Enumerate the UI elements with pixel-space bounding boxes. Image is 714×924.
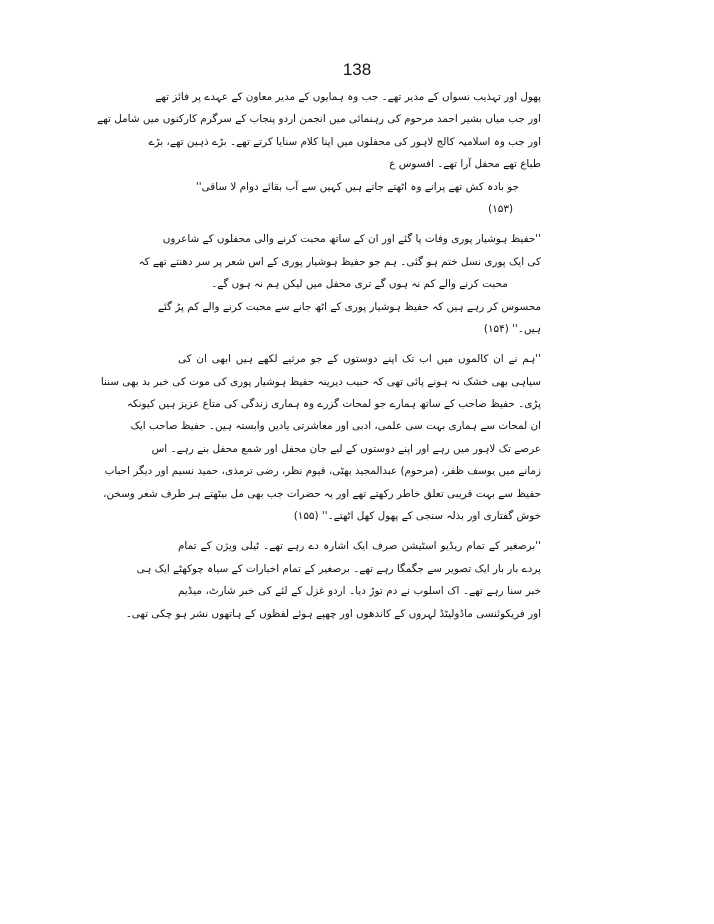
text-line: اور جب میاں بشیر احمد مرحوم کی رہنمائی میں انجمن اردو پنجاب کے سرگرم کارکنوں میں شامل تھے <box>97 113 541 126</box>
text-line: محبت کرنے والے کم نہ ہوں گے تری محفل میں لیکن ہم نہ ہوں گے۔ <box>211 278 508 291</box>
text-line: زمانے میں یوسف ظفر، (مرحوم) عبدالمجید بھٹی، قیوم نظر، رضی ترمذی، حمید نسیم اور دیگر احباب <box>104 465 541 478</box>
text-line: اور جب وہ اسلامیہ کالج لاہور کی محفلوں میں اپنا کلام سنایا کرتے تھے۔ بڑے ذہین تھے، بڑے <box>148 135 541 148</box>
text-line: پردے بار بار ایک تصویر سے جگمگا رہے تھے۔ برصغیر کے تمام اخبارات کے سیاہ چوکھٹے ایک ہی <box>136 562 541 575</box>
text-line: طباع تھے محفل آرا تھے۔ افسوس ع <box>389 158 541 171</box>
text-line: جو بادہ کش تھے پرانے وہ اٹھتے جاتے ہیں کہیں سے آب بقائے دوام لا ساقی'' <box>195 180 519 193</box>
text-line: خبر سنا رہے تھے۔ اک اسلوب نے دم توڑ دیا۔ اردو غزل کے لئے کی خبر شارٹ، میڈیم <box>178 585 541 598</box>
text-line: ''برصغیر کے تمام ریڈیو اسٹیشن صرف ایک اشارہ دے رہے تھے۔ ٹیلی ویژن کے تمام <box>178 540 541 553</box>
text-line: حفیظ سے بہت قریبی تعلق خاطر رکھتے تھے اور یہ حضرات جب بھی مل بیٹھتے ہر طرف شعر وسخن، <box>103 487 541 500</box>
text-line: اور فریکوئنسی ماڈولیٹڈ لہروں کے کاندھوں اور چھپے ہوئے لفظوں کے ہاتھوں نشر ہو چکی تھی۔ <box>125 607 541 620</box>
paragraph-gap <box>178 340 541 348</box>
text-line: کی ایک پوری نسل ختم ہو گئی۔ ہم جو حفیظ ہوشیار پوری کے اس شعر پر سر دھنتے تھے کہ <box>138 255 541 268</box>
text-line: ہیں۔'' (۱۵۴) <box>483 322 541 335</box>
text-line: (۱۵۳) <box>488 202 513 215</box>
text-line: سیاہی بھی خشک نہ ہونے پائی تھی کہ حبیب دیرینہ حفیظ ہوشیار پوری کی موت کی خبر بد بھی سننا <box>100 375 541 388</box>
text-line: ''حفیظ ہوشیار پوری وفات پا گئے اور ان کے ساتھ محبت کرنے والی محفلوں کے شاعروں <box>162 233 541 246</box>
page-number: 138 <box>342 60 372 79</box>
text-line: خوش گفتاری اور بذلہ سنجی کے پھول کھل اٹھتے۔'' (۱۵۵) <box>293 510 541 523</box>
body-text <box>97 86 541 625</box>
paragraph-gap <box>178 220 541 228</box>
text-line: پھول اور تہذیب نسواں کے مدیر تھے۔ جب وہ ہمایوں کے مدیر معاون کے عہدے پر فائز تھے <box>155 91 541 103</box>
text-line: عرصے تک لاہور میں رہے اور اپنے دوستوں کے لیے جان محفل اور شمع محفل بنے رہے۔ اس <box>151 442 541 455</box>
text-line: ''ہم نے ان کالموں میں اب تک اپنے دوستوں کے جو مرثیے لکھے ہیں ابھی ان کی <box>178 353 541 366</box>
text-line: محسوس کر رہے ہیں کہ حفیظ ہوشیار پوری کے اٹھ جانے سے محبت کرنے والے کم پڑ گئے <box>157 300 541 313</box>
paragraph-gap <box>178 527 541 535</box>
text-line: ان لمحات سے ہماری بہت سی علمی، ادبی اور معاشرتی یادیں وابستہ ہیں۔ حفیظ صاحب ایک <box>130 420 541 433</box>
text-line: پڑی۔ حفیظ صاحب کے ساتھ ہمارے جو لمحات گزرے وہ ہماری زندگی کی متاع عزیز ہیں کیونکہ <box>126 398 541 411</box>
